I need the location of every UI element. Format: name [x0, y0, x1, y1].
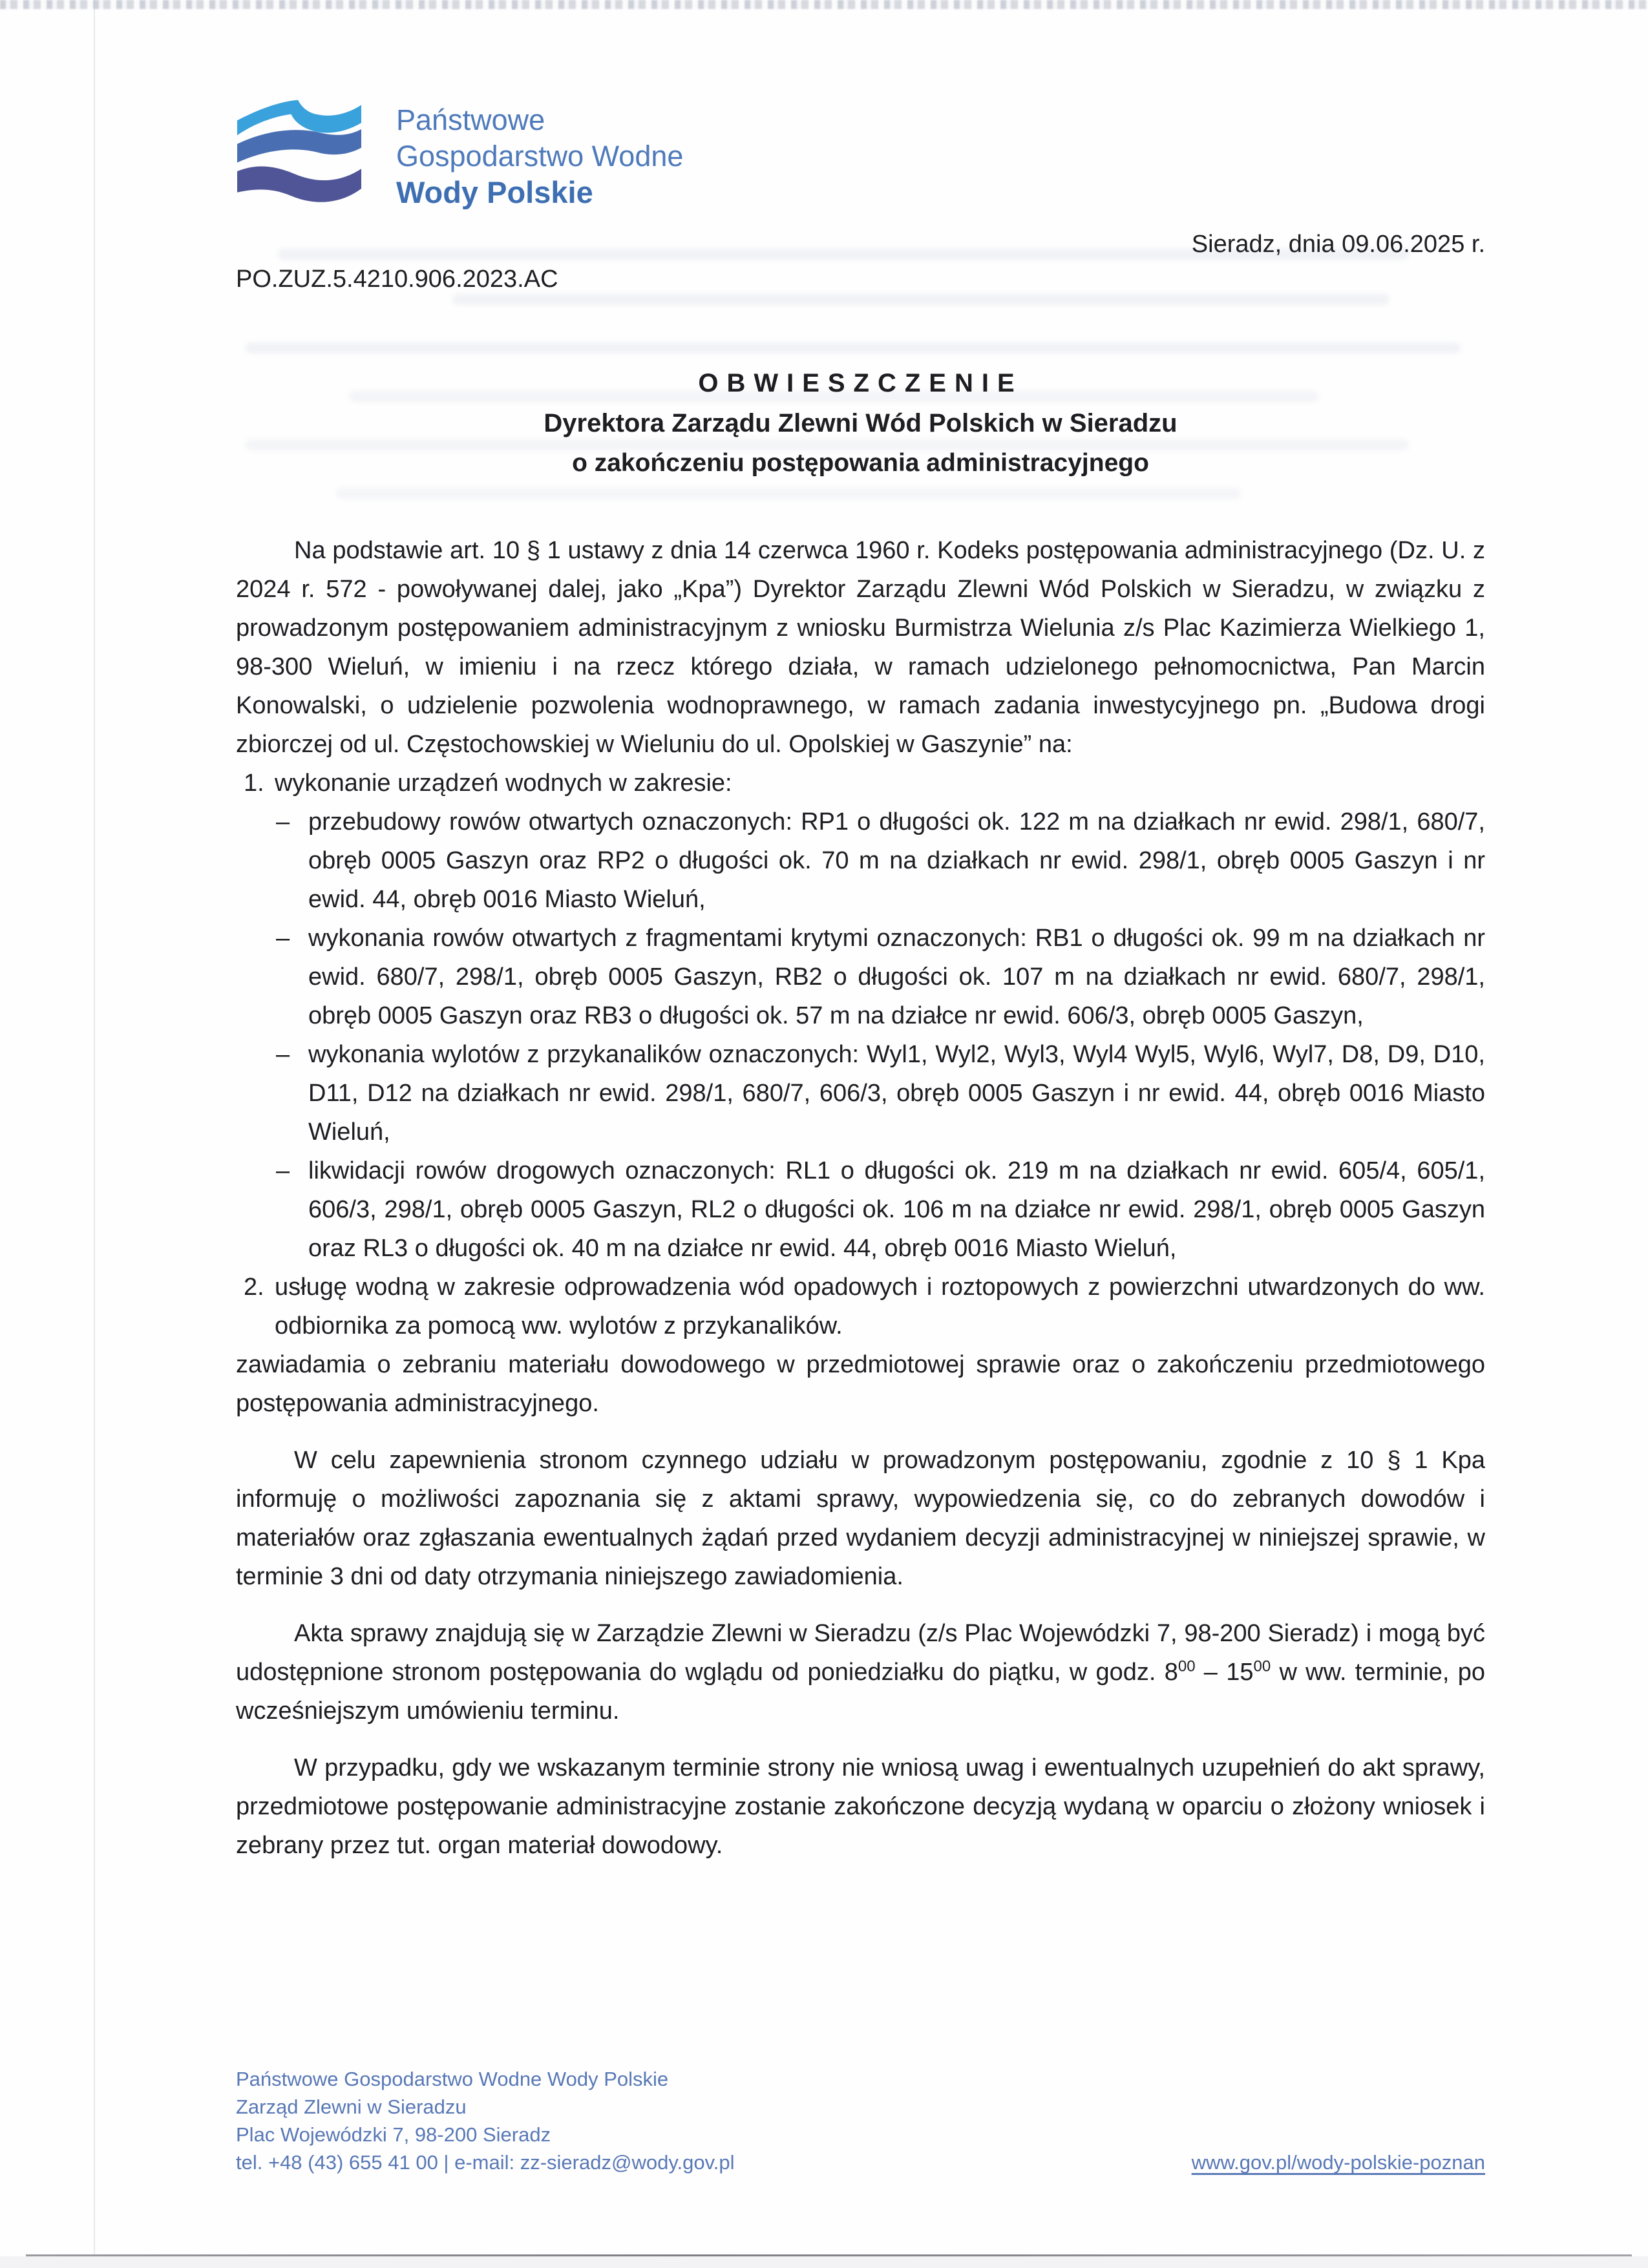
- dash-item-2: [275, 919, 1485, 1035]
- paragraph-final: W przypadku, gdy we wskazanym terminie strony nie wniosą uwag i ewentualnych uzupełnień do akt sprawy, przedmiotowe postępowanie administracyjne zostanie zakończone decyzją wydaną w oparciu o złożony wniosek i zebrany przez tut. organ materiał dowodowy.: [236, 1754, 1485, 1859]
- scan-artifact-bottom-shade: [0, 2256, 1648, 2268]
- document-title: [236, 363, 1485, 483]
- footer-branch: Zarząd Zlewni w Sieradzu: [236, 2095, 467, 2118]
- document-body: [236, 531, 1485, 1865]
- place-and-date: Sieradz, dnia 09.06.2025 r.: [1191, 231, 1485, 258]
- list-item-2-text: usługę wodną w zakresie odprowadzenia wód opadowych i roztopowych z powierzchni utwardzonych do ww. odbiornika za pomocą ww. wylotów z przykanalików.: [275, 1274, 1485, 1339]
- list-item-1-number: 1.: [244, 770, 264, 797]
- dash-marker: –: [276, 1041, 290, 1068]
- dash-item-4-text: likwidacji rowów drogowych oznaczonych: RL1 o długości ok. 219 m na działkach nr ewid. 605/4, 605/1, 606/3, 298/1, obręb 0005 Gaszyn, RL2 o długości ok. 106 m na działce nr ewid. 298/1, obręb 0005 Gaszyn oraz RL3 o długości ok. 40 m na działce nr ewid. 44, obręb 0016 Miasto Wieluń,: [308, 1157, 1485, 1262]
- dash-marker: –: [276, 1157, 290, 1184]
- logo-line-2: Gospodarstwo Wodne: [396, 140, 684, 173]
- logo: [236, 96, 1485, 220]
- footer-website-link: www.gov.pl/wody-polskie-poznan: [1191, 2151, 1485, 2174]
- paragraph-notice: zawiadamia o zebraniu materiału dowodowego w przedmiotowej sprawie oraz o zakończeniu przedmiotowego postępowania administracyjnego.: [236, 1351, 1485, 1417]
- hours-superscript-close: 00: [1253, 1657, 1271, 1675]
- dash-marker: –: [276, 925, 290, 952]
- paragraph-kpa-rights: W celu zapewnienia stronom czynnego udziału w prowadzonym postępowaniu, zgodnie z 10 § 1 Kpa informuję o możliwości zapoznania się z aktami sprawy, wypowiedzenia się, co do zebranych dowodów i materiałów oraz zgłaszania ewentualnych żądań przed wydaniem decyzji administracyjnej w niniejszej sprawie, w terminie 3 dni od daty otrzymania niniejszego zawiadomienia.: [236, 1447, 1485, 1590]
- list-item-2-number: 2.: [244, 1274, 264, 1301]
- case-files-hours-range: – 15: [1195, 1659, 1254, 1686]
- footer-organization: Państwowe Gospodarstwo Wodne Wody Polskie: [236, 2068, 669, 2090]
- dash-item-1-text: przebudowy rowów otwartych oznaczonych: RP1 o długości ok. 122 m na działkach nr ewid. 298/1, 680/7, obręb 0005 Gaszyn oraz RP2 o długości ok. 70 m na działkach nr ewid. 298/1, obręb 0005 Gaszyn i nr ewid. 44, obręb 0016 Miasto Wieluń,: [308, 808, 1485, 913]
- logo-line-1: Państwowe: [396, 103, 545, 136]
- scan-artifact-left-line: [94, 0, 95, 2268]
- dash-item-3: [275, 1035, 1485, 1151]
- logo-wordmark: [396, 96, 683, 211]
- title-line-3: o zakończeniu postępowania administracyjnego: [572, 449, 1149, 477]
- logo-line-3: Wody Polskie: [396, 175, 593, 209]
- hours-superscript-open: 00: [1178, 1657, 1196, 1675]
- title-line-1: OBWIESZCZENIE: [698, 369, 1023, 397]
- dash-item-3-text: wykonania wylotów z przykanalików oznaczonych: Wyl1, Wyl2, Wyl3, Wyl4 Wyl5, Wyl6, Wyl7, D8, D9, D10, D11, D12 na działkach nr ewid. 298/1, 680/7, 606/3, obręb 0005 Gaszyn i nr ewid. 44, obręb 0016 Miasto Wieluń,: [308, 1041, 1485, 1146]
- paragraph-case-files: [236, 1614, 1485, 1730]
- three-waves-logo-icon: [236, 96, 363, 220]
- case-files-text-end: w ww. terminie, po wcześniejszym umówieniu terminu.: [236, 1659, 1485, 1725]
- document-footer: [236, 2065, 1485, 2176]
- dash-item-2-text: wykonania rowów otwartych z fragmentami krytymi oznaczonych: RB1 o długości ok. 99 m na działkach nr ewid. 680/7, 298/1, obręb 0005 Gaszyn, RB2 o długości ok. 107 m na działkach nr ewid. 680/7, 298/1, obręb 0005 Gaszyn oraz RB3 o długości ok. 57 m na działce nr ewid. 606/3, obręb 0005 Gaszyn,: [308, 925, 1485, 1029]
- list-item-1: [236, 764, 1485, 1268]
- case-files-text-start: Akta sprawy znajdują się w Zarządzie Zlewni w Sieradzu (z/s Plac Wojewódzki 7, 98-200 Sieradz) i mogą być udostępnione stronom postępowania do wglądu od poniedziałku do piątku, w godz. 8: [236, 1620, 1485, 1686]
- title-line-2: Dyrektora Zarządu Zlewni Wód Polskich w Sieradzu: [544, 409, 1178, 437]
- list-item-1-text: wykonanie urządzeń wodnych w zakresie:: [275, 770, 732, 797]
- list-item-2: [236, 1268, 1485, 1345]
- dash-marker: –: [276, 808, 290, 835]
- dash-item-1: [275, 803, 1485, 919]
- dash-item-4: [275, 1151, 1485, 1268]
- footer-contact: tel. +48 (43) 655 41 00 | e-mail: zz-sieradz@wody.gov.pl: [236, 2151, 735, 2174]
- paragraph-intro: Na podstawie art. 10 § 1 ustawy z dnia 14 czerwca 1960 r. Kodeks postępowania administracyjnego (Dz. U. z 2024 r. 572 - powoływanej dalej, jako „Kpa”) Dyrektor Zarządu Zlewni Wód Polskich w Sieradzu, w związku z prowadzonym postępowaniem administracyjnym z wniosku Burmistrza Wielunia z/s Plac Kazimierza Wielkiego 1, 98-300 Wieluń, w imieniu i na rzecz którego działa, w ramach udzielonego pełnomocnictwa, Pan Marcin Konowalski, o udzielenie pozwolenia wodnoprawnego, w ramach zadania inwestycyjnego pn. „Budowa drogi zbiorczej od ul. Częstochowskiej w Wieluniu do ul. Opolskiej w Gaszynie” na:: [236, 537, 1485, 758]
- reference-number: PO.ZUZ.5.4210.906.2023.AC: [236, 266, 558, 293]
- footer-address: Plac Wojewódzki 7, 98-200 Sieradz: [236, 2123, 551, 2146]
